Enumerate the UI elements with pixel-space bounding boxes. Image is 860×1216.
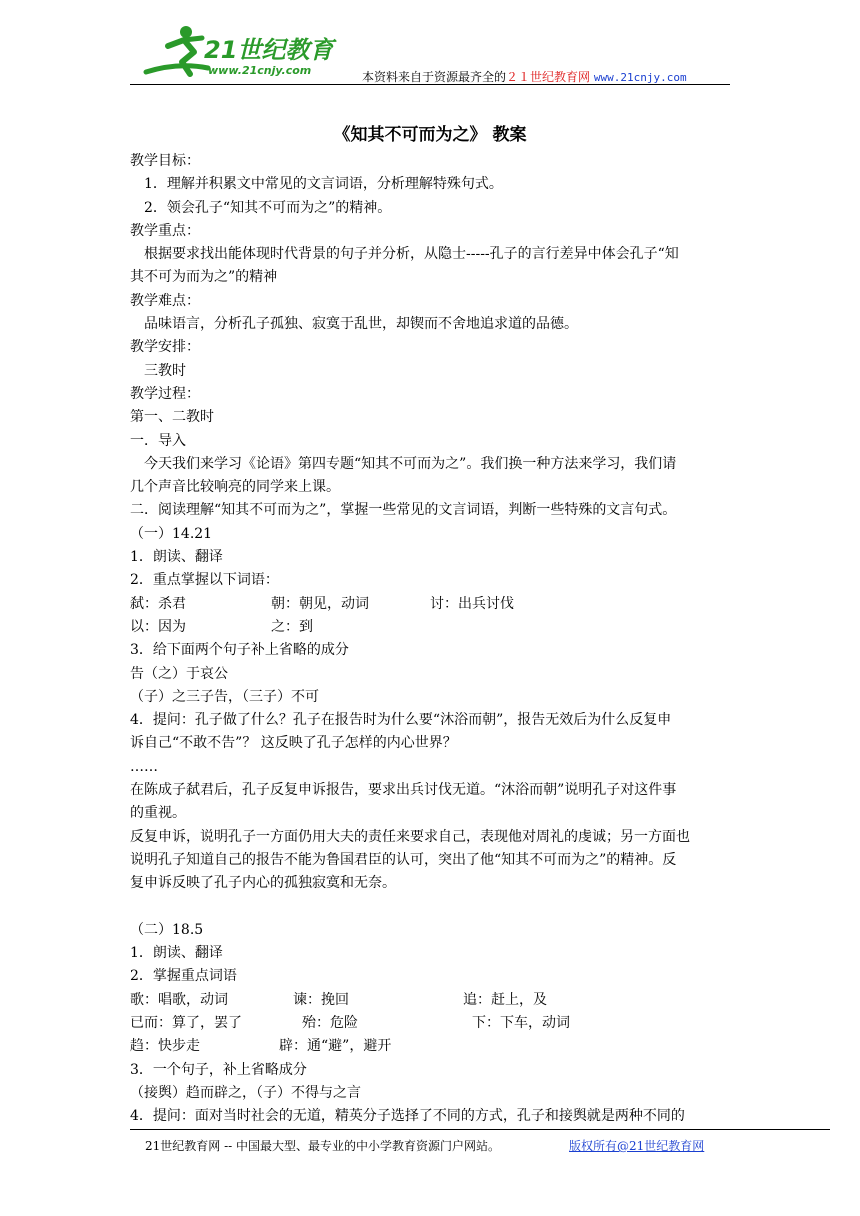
section-heading: 教学安排：: [130, 339, 200, 356]
vocab-row: [130, 989, 730, 1012]
document-title: 《知其不可而为之》 教案: [333, 125, 527, 145]
paragraph-line: 2．掌握重点词语: [130, 968, 237, 985]
vocab-item: 下：下车，动词: [472, 1014, 570, 1031]
blank-line: [130, 896, 730, 919]
note-site-url[interactable]: www.21cnjy.com: [593, 71, 687, 84]
vocab-item: 辟：通“避”，避开: [279, 1038, 392, 1055]
paragraph-line: 1．理解并积累文中常见的文言词语，分析理解特殊句式。: [144, 176, 503, 193]
paragraph-line: 二．阅读理解“知其不可而为之”，掌握一些常见的文言词语，判断一些特殊的文言句式。: [130, 502, 677, 519]
vocab-item: 弑：杀君: [130, 595, 186, 612]
vocab-row: [130, 1012, 730, 1035]
paragraph-line: 2．重点掌握以下词语：: [130, 572, 279, 589]
vocab-item: 殆：危险: [302, 1014, 358, 1031]
footer-text: 21世纪教育网 -- 中国最大型、最专业的中小学教育资源门户网站。: [145, 1139, 501, 1153]
document-body: [130, 150, 730, 1128]
paragraph-line: （接舆）趋而辟之，（子）不得与之言: [130, 1084, 361, 1101]
paragraph-line: 三教时: [144, 362, 186, 379]
paragraph-line: （二）18.5: [130, 921, 204, 938]
paragraph-line: 2．领会孔子“知其不可而为之”的精神。: [144, 199, 392, 216]
paragraph-line: 4．提问：面对当时社会的无道，精英分子选择了不同的方式，孔子和接舆就是两种不同的: [130, 1108, 685, 1125]
note-prefix: 本资料来自于资源最齐全的: [362, 70, 507, 84]
vocab-item: 谏：挽回: [293, 991, 349, 1008]
vocab-row: [130, 1035, 730, 1058]
paragraph-line: 3．一个句子，补上省略成分: [130, 1061, 307, 1078]
svg-text:21世纪教育: 21世纪教育: [204, 36, 334, 64]
paragraph-line: （一）14.21: [130, 525, 213, 542]
header-divider: [130, 84, 730, 85]
section-heading: 教学目标：: [130, 153, 200, 169]
paragraph-line: 在陈成子弑君后，孔子反复申诉报告，要求出兵讨伐无道。“沐浴而朝”说明孔子对这件事: [130, 782, 677, 799]
paragraph-line: 几个声音比较响亮的同学来上课。: [130, 479, 340, 496]
vocab-item: 以：因为: [130, 618, 186, 635]
vocab-item: 歌：唱歌，动词: [130, 991, 228, 1008]
vocab-item: 趋：快步走: [130, 1038, 200, 1055]
paragraph-line: 品味语言，分析孔子孤独、寂寞于乱世，却锲而不舍地追求道的品德。: [144, 316, 578, 333]
paragraph-line: 今天我们来学习《论语》第四专题“知其不可而为之”。我们换一种方法来学习，我们请: [144, 455, 677, 472]
site-logo: [138, 22, 338, 82]
paragraph-line: （子）之三子告，（三子）不可: [130, 688, 319, 705]
paragraph-line: 告（之）于哀公: [130, 665, 228, 682]
paragraph-line: 复申诉反映了孔子内心的孤独寂寞和无奈。: [130, 875, 396, 892]
paragraph-line: 第一、二教时: [130, 409, 214, 426]
vocab-item: 朝：朝见，动词: [271, 595, 369, 612]
vocab-item: 已而：算了，罢了: [130, 1014, 242, 1031]
note-site-name[interactable]: ２１世纪教育网: [506, 70, 591, 84]
header-source-note: [362, 68, 687, 85]
svg-text:www.21cnjy.com: www.21cnjy.com: [208, 64, 312, 77]
paragraph-line: 4．提问：孔子做了什么？孔子在报告时为什么要“沐浴而朝”，报告无效后为什么反复申: [130, 712, 672, 729]
vocab-item: 讨：出兵讨伐: [430, 595, 514, 612]
vocab-row: [130, 593, 730, 616]
section-heading: 教学难点：: [130, 292, 200, 309]
paragraph-line: 诉自己“不敢不告”？ 这反映了孔子怎样的内心世界？: [130, 735, 457, 752]
ellipsis-line: ……: [130, 758, 158, 775]
paragraph-line: 一．导入: [130, 432, 186, 449]
footer-divider: [130, 1129, 830, 1130]
paragraph-line: 3．给下面两个句子补上省略的成分: [130, 642, 349, 659]
section-heading: 教学过程：: [130, 385, 200, 402]
paragraph-line: 的重视。: [130, 805, 186, 822]
paragraph-line: 说明孔子知道自己的报告不能为鲁国君臣的认可，突出了他“知其不可而为之”的精神。反: [130, 851, 677, 868]
vocab-item: 追：赶上，及: [463, 991, 547, 1008]
paragraph-line: 1．朗读、翻译: [130, 945, 223, 962]
vocab-item: 之：到: [271, 618, 313, 635]
vocab-row: [130, 616, 730, 639]
section-heading: 教学重点：: [130, 222, 200, 239]
paragraph-line: 根据要求找出能体现时代背景的句子并分析，从隐士-----孔子的言行差异中体会孔子“知: [144, 246, 679, 263]
footer-copyright-link[interactable]: 版权所有@21世纪教育网: [569, 1139, 705, 1153]
paragraph-line: 反复申诉，说明孔子一方面仍用大夫的责任来要求自己，表现他对周礼的虔诚；另一方面也: [130, 828, 690, 845]
paragraph-line: 其不可为而为之”的精神: [130, 269, 278, 286]
paragraph-line: 1．朗读、翻译: [130, 549, 223, 566]
